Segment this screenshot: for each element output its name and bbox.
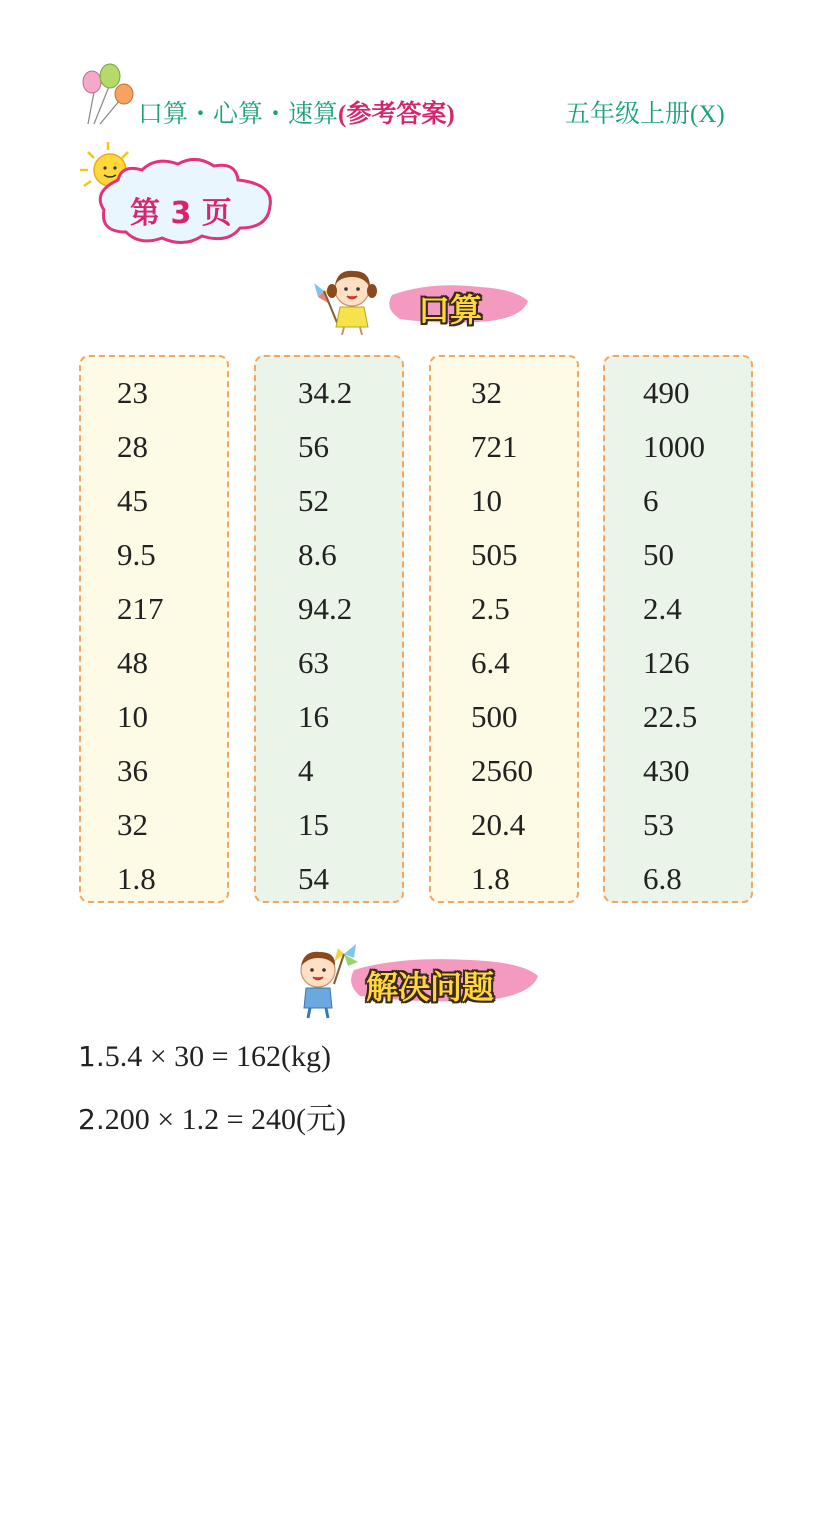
solve-section-header [290,942,550,1012]
answer-cell: 721 [471,429,518,464]
answer-column-3 [429,355,579,903]
answer-cell: 126 [643,645,690,680]
answer-cell: 53 [643,807,674,842]
answer-cell: 490 [643,375,690,410]
answer-cell: 22.5 [643,699,698,734]
answer-cell: 23 [117,375,148,410]
answer-cell: 52 [298,483,329,518]
answer-cell: 10 [471,483,502,518]
answer-cell: 500 [471,699,518,734]
header-answer-label: (参考答案) [338,101,455,128]
page-header [80,62,780,132]
answer-cell: 6 [643,483,659,518]
answer-cell: 430 [643,753,690,788]
page-label [78,140,278,250]
answer-cell: 16 [298,699,329,734]
answer-cell: 1.8 [117,861,156,896]
problem-number: 1. [78,1040,105,1073]
answer-cell: 34.2 [298,375,353,410]
answer-cell: 32 [471,375,502,410]
answer-cell: 2.5 [471,591,510,626]
solve-section-title: 解决问题 [366,968,495,1006]
answer-cell: 4 [298,753,314,788]
answer-cell: 1.8 [471,861,510,896]
answer-cell: 9.5 [117,537,156,572]
answer-cell: 54 [298,861,329,896]
problem-expression: 5.4 × 30 = 162(kg) [104,1040,332,1073]
answer-cell: 20.4 [471,807,526,842]
answer-cell: 505 [471,537,518,572]
answer-cell: 15 [298,807,329,842]
problem-1 [78,1040,331,1074]
problem-2 [78,1094,346,1138]
answer-cell: 8.6 [298,537,337,572]
answer-cell: 56 [298,429,329,464]
answer-cell: 36 [117,753,148,788]
answer-column-1 [79,355,229,903]
header-grade: 五年级上册(X) [565,101,725,128]
answer-cell: 94.2 [298,591,353,626]
answer-cell: 32 [117,807,148,842]
problem-number: 2. [78,1103,105,1136]
answer-cell: 1000 [643,429,705,464]
answer-cell: 50 [643,537,674,572]
answer-column-4 [603,355,753,903]
answer-cell: 6.8 [643,861,682,896]
answer-cell: 45 [117,483,148,518]
answer-cell: 217 [117,591,164,626]
answer-cell: 2560 [471,753,533,788]
answer-cell: 6.4 [471,645,510,680]
answer-column-2 [254,355,404,903]
balloons-icon [80,62,140,128]
answer-cell: 48 [117,645,148,680]
oral-section-header [300,265,535,335]
header-title [138,94,455,130]
header-title-prefix: 口算・心算・速算 [138,101,339,128]
answer-cell: 28 [117,429,148,464]
answer-cell: 63 [298,645,329,680]
oral-section-title: 口算 [418,291,483,329]
page-number-label: 第 3 页 [130,196,232,231]
answer-cell: 10 [117,699,148,734]
answer-cell: 2.4 [643,591,682,626]
problem-expression: 200 × 1.2 = 240(元) [104,1103,347,1136]
